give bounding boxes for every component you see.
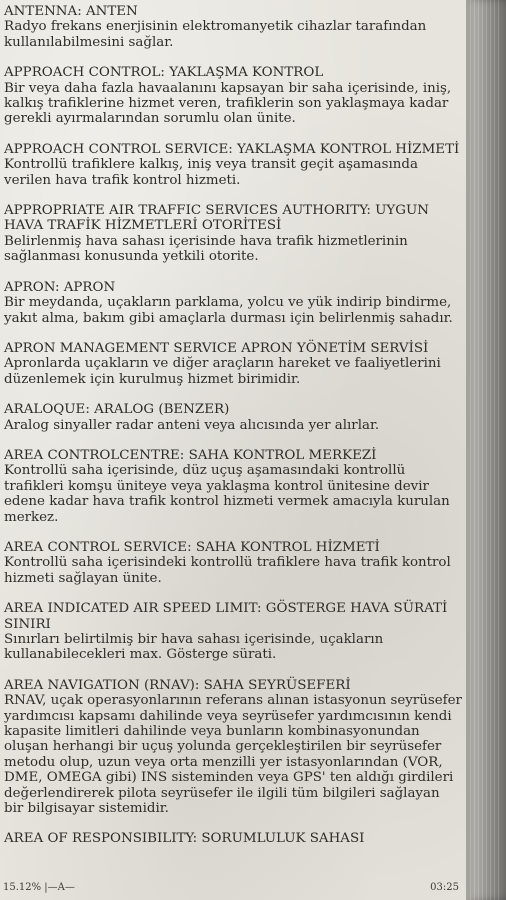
glossary-entry: [4, 448, 462, 525]
entry-term: ANTENNA: ANTEN: [4, 4, 138, 19]
reader-status-bar: [3, 880, 459, 896]
entry-term: APRON: APRON: [4, 279, 116, 295]
glossary-entry: [4, 65, 462, 127]
glossary-entry: [4, 4, 462, 50]
entry-definition: Sınırları belirtilmiş bir hava sahası içerisinde, uçakların kullanabilecekleri max. Gösterge sürati.: [4, 632, 384, 663]
entry-term: AREA INDICATED AIR SPEED LIMIT: GÖSTERGE HAVA SÜRATİ SINIRI: [4, 601, 448, 632]
glossary-entry: [4, 203, 462, 265]
page-stack-lines: [470, 0, 500, 900]
entry-term: APRON MANAGEMENT SERVICE APRON YÖNETİM SERVİSİ: [4, 340, 429, 356]
glossary-entry: [4, 540, 462, 586]
entry-term: APPROPRIATE AIR TRAFFIC SERVICES AUTHORITY: UYGUN HAVA TRAFİK HİZMETLERİ OTORİTESİ: [4, 203, 429, 234]
entry-definition: RNAV, uçak operasyonlarının referans alınan istasyonun seyrüsefer yardımcısı kapsamı dahilinde veya seyrüsefer yardımcısının kendi kapasite limitleri dahilinde veya bunların kombinasyonundan oluşan herhangi bir uçuş yolunda gerçekleştirilen bir seyrüsefer metodu olup, uzun veya orta menzilli yer istasyonlarından (VOR, DME, OMEGA gibi) INS sisteminden veya GPS' ten aldığı girdileri değerlendirerek pilota seyrüsefer ile ilgili tüm bilgileri sağlayan bir bilgisayar sistemidir.: [4, 693, 462, 817]
entry-definition: Belirlenmiş hava sahası içerisinde hava trafik hizmetlerinin sağlanması konusunda yetkili otorite.: [4, 233, 408, 265]
entry-definition: Kontrollü saha içerisindeki kontrollü trafiklere hava trafik kontrol hizmeti sağlayan ünite.: [4, 555, 451, 586]
entry-term: APPROACH CONTROL: YAKLAŞMA KONTROL: [4, 65, 324, 81]
page-text: [4, 4, 462, 862]
entry-term: AREA CONTROL SERVICE: SAHA KONTROL HİZMETİ: [4, 539, 380, 555]
glossary-entry: [4, 402, 462, 433]
entry-term: ARALOQUE: ARALOG (BENZER): [4, 402, 230, 418]
clock: 03:25: [430, 882, 459, 893]
entry-definition: Apronlarda uçakların ve diğer araçların hareket ve faaliyetlerini düzenlemek için kurulmuş hizmet birimidir.: [4, 356, 441, 387]
entry-term: APPROACH CONTROL SERVICE: YAKLAŞMA KONTROL HİZMETİ: [4, 141, 460, 157]
entry-definition: Kontrollü trafiklere kalkış, iniş veya transit geçit aşamasında verilen hava trafik kontrol hizmeti.: [4, 157, 418, 188]
glossary-entry: [4, 341, 462, 387]
glossary-entry: [4, 142, 462, 188]
entry-term: AREA OF RESPONSIBILITY: SORUMLULUK SAHASI: [4, 831, 365, 847]
entry-term: AREA CONTROLCENTRE: SAHA KONTROL MERKEZİ: [4, 447, 377, 463]
glossary-entry: [4, 601, 462, 663]
entry-definition: Bir veya daha fazla havaalanını kapsayan bir saha içerisinde, iniş, kalkış trafiklerine hizmet veren, trafiklerin son yaklaşmaya kadar gerekli ayırmalarından sorumlu olan ünite.: [4, 80, 452, 127]
entry-term: AREA NAVIGATION (RNAV): SAHA SEYRÜSEFERİ: [4, 677, 351, 693]
glossary-entry: [4, 678, 462, 817]
entry-definition: Radyo frekans enerjisinin elektromanyetik cihazlar tarafından kullanılabilmesini sağlar.: [4, 19, 427, 50]
glossary-entry: [4, 280, 462, 326]
entry-definition: Aralog sinyaller radar anteni veya alıcısında yer alırlar.: [4, 417, 380, 433]
glossary-entry: [4, 831, 462, 846]
entry-definition: Bir meydanda, uçakların parklama, yolcu ve yük indirip bindirme, yakıt alma, bakım gibi amaçlarla durması için belirlenmiş sahadır.: [4, 295, 453, 326]
reading-progress: 15.12% |—A—: [3, 882, 75, 893]
entry-definition: Kontrollü saha içerisinde, düz uçuş aşamasındaki kontrollü trafikleri komşu üniteye veya yaklaşma kontrol ünitesine devir edene kadar hava trafik kontrol hizmeti vermek amacıyla kurulan merkez.: [4, 463, 450, 525]
